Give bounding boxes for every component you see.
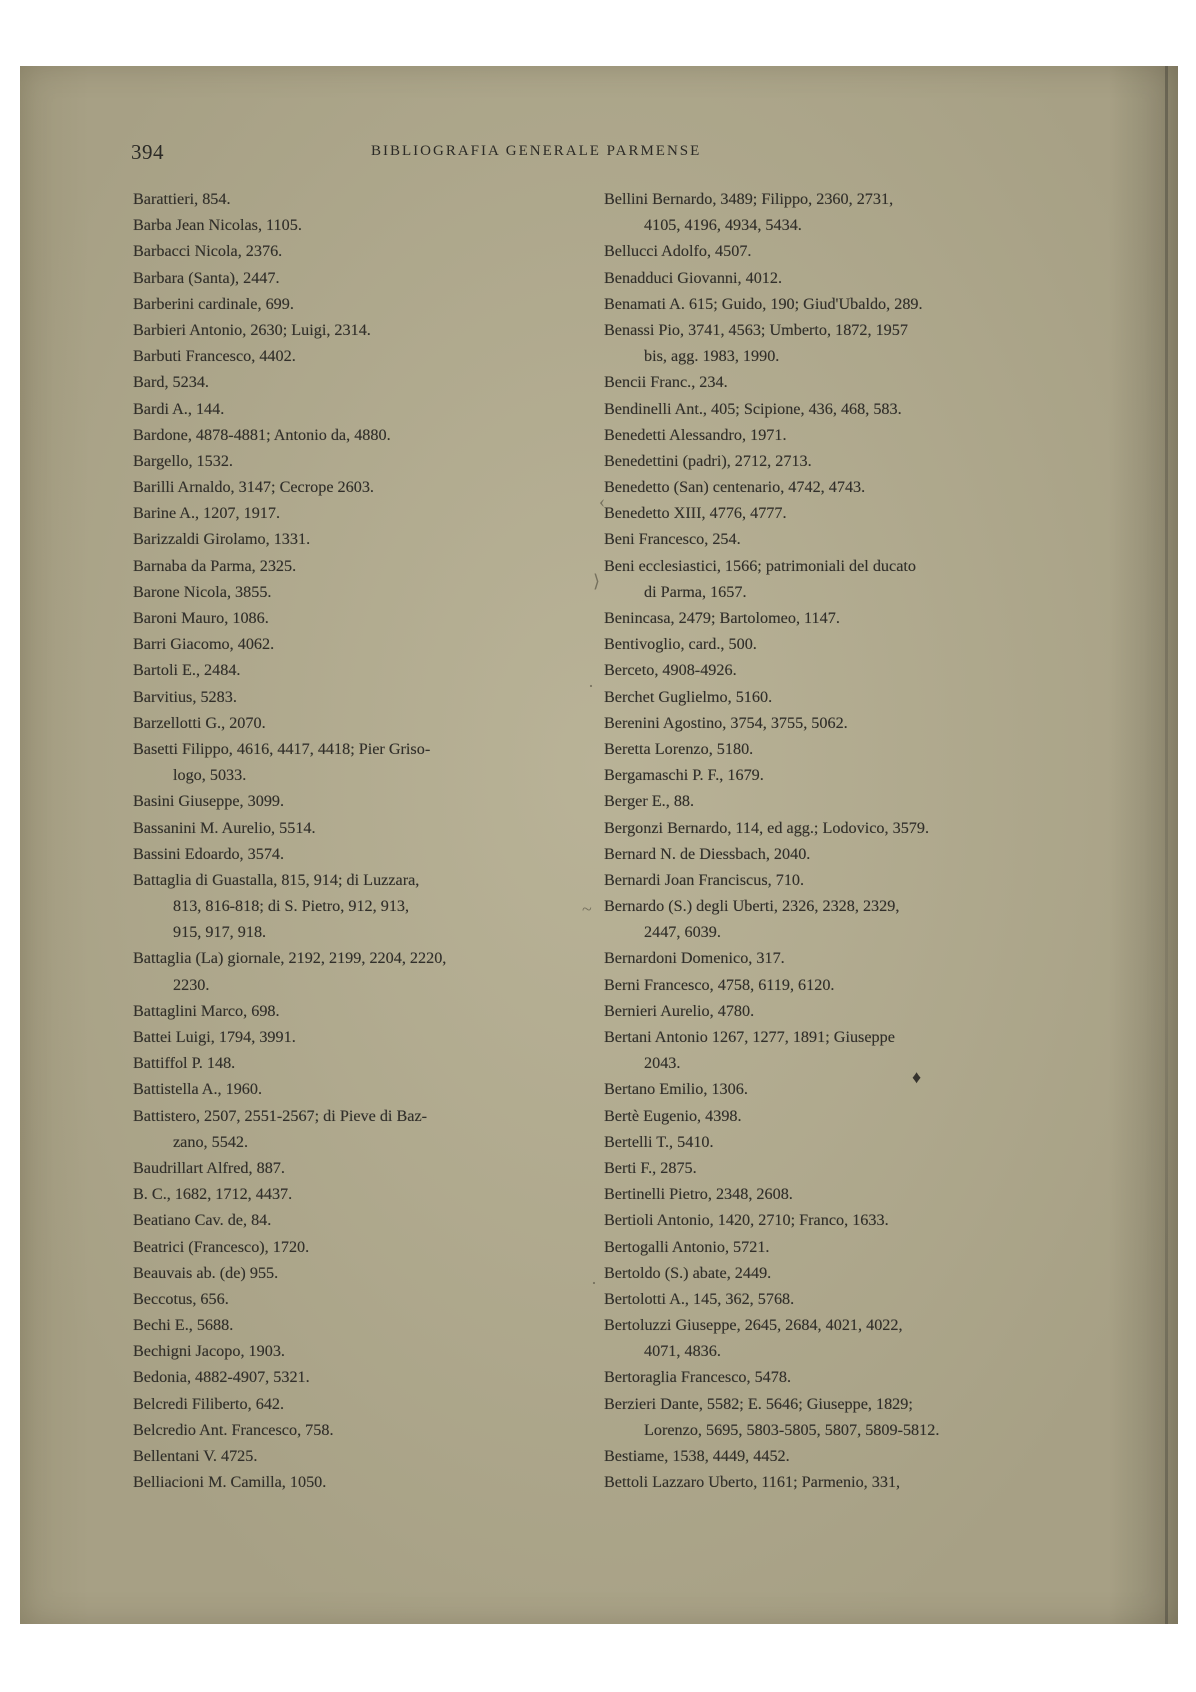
- index-entry: Bentivoglio, card., 500.: [604, 635, 757, 654]
- index-entry: Bellentani V. 4725.: [133, 1447, 258, 1465]
- margin-mark: ·: [588, 676, 594, 696]
- index-entry: Barbieri Antonio, 2630; Luigi, 2314.: [133, 320, 371, 339]
- index-entry: Benamati A. 615; Guido, 190; Giud'Ubaldo, 289.: [604, 294, 923, 313]
- index-entry: Bard, 5234.: [133, 373, 209, 392]
- index-entry: Battei Luigi, 1794, 3991.: [133, 1028, 296, 1046]
- index-entry-continuation: di Parma, 1657.: [644, 582, 747, 601]
- index-entry: Barnaba da Parma, 2325.: [133, 556, 297, 575]
- index-entry: Barba Jean Nicolas, 1105.: [133, 216, 302, 235]
- page-number: 394: [131, 140, 164, 164]
- index-entry: Barberini cardinale, 699.: [133, 294, 294, 313]
- index-entry: Beauvais ab. (de) 955.: [133, 1263, 279, 1282]
- index-entry-continuation: 2230.: [173, 975, 210, 994]
- index-entry: Benedetto (San) centenario, 4742, 4743.: [604, 478, 866, 497]
- index-entry: Battistella A., 1960.: [133, 1080, 263, 1099]
- index-entry: Benassi Pio, 3741, 4563; Umberto, 1872, 1957: [604, 320, 908, 339]
- index-entry: Barone Nicola, 3855.: [133, 582, 272, 601]
- index-entry: Berchet Guglielmo, 5160.: [604, 687, 773, 706]
- index-entry: Bertoluzzi Giuseppe, 2645, 2684, 4021, 4022,: [604, 1316, 903, 1335]
- index-entry: Bertoraglia Francesco, 5478.: [604, 1368, 791, 1387]
- index-entry: Bellini Bernardo, 3489; Filippo, 2360, 2731,: [604, 190, 894, 208]
- index-entry: Bertano Emilio, 1306.: [604, 1080, 748, 1099]
- margin-mark: ·: [591, 1273, 597, 1293]
- index-entry: Berti F., 2875.: [604, 1158, 697, 1177]
- index-entry-continuation: 4105, 4196, 4934, 5434.: [644, 216, 802, 235]
- page-edge-shadow: [1165, 66, 1168, 1624]
- index-entry: Bernieri Aurelio, 4780.: [604, 1001, 755, 1020]
- index-entry: Bernardoni Domenico, 317.: [604, 949, 785, 968]
- index-entry: Basetti Filippo, 4616, 4417, 4418; Pier Griso-: [133, 739, 431, 758]
- index-entry: Benedetti Alessandro, 1971.: [604, 425, 787, 444]
- index-entry: Bernard N. de Diessbach, 2040.: [604, 844, 811, 863]
- index-entry: Battiffol P. 148.: [133, 1054, 236, 1073]
- index-entry: Barbuti Francesco, 4402.: [133, 347, 296, 366]
- index-entry: Bettoli Lazzaro Uberto, 1161; Parmenio, 331,: [604, 1473, 901, 1492]
- index-entry: Belcredi Filiberto, 642.: [133, 1394, 285, 1413]
- index-entry-continuation: 2447, 6039.: [644, 923, 721, 942]
- index-entry-continuation: logo, 5033.: [173, 766, 247, 785]
- index-entry: Beretta Lorenzo, 5180.: [604, 739, 754, 758]
- index-entry: Bendinelli Ant., 405; Scipione, 436, 468, 583.: [604, 399, 902, 418]
- index-entry: Berni Francesco, 4758, 6119, 6120.: [604, 975, 835, 994]
- index-entry: Bencii Franc., 234.: [604, 373, 728, 392]
- index-entry: Battaglini Marco, 698.: [133, 1001, 280, 1020]
- index-entry: Bassanini M. Aurelio, 5514.: [133, 818, 316, 837]
- index-entry: Beni ecclesiastici, 1566; patrimoniali del ducato: [604, 556, 916, 575]
- index-entry: Benincasa, 2479; Bartolomeo, 1147.: [604, 609, 840, 627]
- index-entry: Bechi E., 5688.: [133, 1316, 234, 1335]
- index-entry: Beccotus, 656.: [133, 1289, 229, 1308]
- index-entry: Baudrillart Alfred, 887.: [133, 1158, 285, 1177]
- index-entry: Bertioli Antonio, 1420, 2710; Franco, 1633.: [604, 1211, 889, 1230]
- index-entry: Bassini Edoardo, 3574.: [133, 844, 285, 863]
- index-entry: Beatiano Cav. de, 84.: [133, 1211, 272, 1230]
- index-entry: Bertogalli Antonio, 5721.: [604, 1237, 770, 1256]
- index-entry: Baroni Mauro, 1086.: [133, 609, 269, 627]
- margin-mark: ‹: [599, 491, 605, 511]
- index-entry: Bechigni Jacopo, 1903.: [133, 1342, 285, 1361]
- index-entry: Bertoldo (S.) abate, 2449.: [604, 1263, 772, 1282]
- index-entry: Beatrici (Francesco), 1720.: [133, 1237, 310, 1256]
- index-entry: Battistero, 2507, 2551-2567; di Pieve di Baz-: [133, 1106, 428, 1125]
- index-entry: Bergonzi Bernardo, 114, ed agg.; Lodovico, 3579.: [604, 818, 930, 837]
- index-entry: Berenini Agostino, 3754, 3755, 5062.: [604, 713, 848, 732]
- index-column-right: [604, 186, 1062, 1495]
- index-entry: Barine A., 1207, 1917.: [133, 504, 281, 523]
- index-entry: Bernardi Joan Franciscus, 710.: [604, 870, 805, 889]
- index-entry: Bertelli T., 5410.: [604, 1132, 714, 1151]
- index-entry: Bertinelli Pietro, 2348, 2608.: [604, 1185, 793, 1204]
- index-entry-continuation: zano, 5542.: [173, 1132, 249, 1151]
- index-entry-continuation: 813, 816-818; di S. Pietro, 912, 913,: [173, 897, 410, 916]
- index-entry: Bellucci Adolfo, 4507.: [604, 242, 752, 261]
- index-entry: Bartoli E., 2484.: [133, 661, 241, 680]
- index-entry: Barilli Arnaldo, 3147; Cecrope 2603.: [133, 478, 374, 497]
- index-entry: Barvitius, 5283.: [133, 687, 237, 706]
- margin-mark: ~: [582, 899, 592, 919]
- index-entry-continuation: Lorenzo, 5695, 5803-5805, 5807, 5809-5812.: [644, 1420, 940, 1439]
- index-entry: Bardi A., 144.: [133, 399, 225, 418]
- index-entry: Battaglia di Guastalla, 815, 914; di Luzzara,: [133, 870, 420, 889]
- margin-mark: ⟩: [593, 571, 601, 591]
- index-entry: Benadduci Giovanni, 4012.: [604, 268, 783, 287]
- index-entry-continuation: 4071, 4836.: [644, 1342, 721, 1361]
- index-entry: Barbacci Nicola, 2376.: [133, 242, 283, 261]
- index-entry: B. C., 1682, 1712, 4437.: [133, 1185, 293, 1204]
- index-entry: Bertani Antonio 1267, 1277, 1891; Giuseppe: [604, 1028, 895, 1046]
- index-entry: Battaglia (La) giornale, 2192, 2199, 2204, 2220,: [133, 949, 447, 968]
- index-entry: Bertè Eugenio, 4398.: [604, 1106, 742, 1125]
- index-entry: Barattieri, 854.: [133, 190, 231, 208]
- index-entry: Basini Giuseppe, 3099.: [133, 792, 285, 811]
- index-entry: Barizzaldi Girolamo, 1331.: [133, 530, 311, 549]
- index-entry-continuation: 915, 917, 918.: [173, 923, 267, 942]
- index-entry: Barri Giacomo, 4062.: [133, 635, 275, 654]
- page-header: [131, 140, 971, 168]
- index-entry: Benedetto XIII, 4776, 4777.: [604, 504, 787, 523]
- index-entry: Beni Francesco, 254.: [604, 530, 741, 549]
- index-entry-continuation: bis, agg. 1983, 1990.: [644, 347, 780, 366]
- index-entry: Bestiame, 1538, 4449, 4452.: [604, 1447, 790, 1465]
- index-entry: Barbara (Santa), 2447.: [133, 268, 280, 287]
- index-entry-continuation: 2043.: [644, 1054, 681, 1073]
- index-entry: Barzellotti G., 2070.: [133, 713, 266, 732]
- index-entry: Belliacioni M. Camilla, 1050.: [133, 1473, 327, 1492]
- index-entry: Belcredio Ant. Francesco, 758.: [133, 1420, 334, 1439]
- index-entry: Bergamaschi P. F., 1679.: [604, 766, 764, 785]
- index-entry: Bardone, 4878-4881; Antonio da, 4880.: [133, 425, 391, 444]
- index-column-left: [133, 186, 589, 1495]
- index-entry: Berger E., 88.: [604, 792, 695, 811]
- index-entry: Bargello, 1532.: [133, 451, 233, 470]
- index-entry: Bernardo (S.) degli Uberti, 2326, 2328, 2329,: [604, 897, 900, 916]
- index-entry: Benedettini (padri), 2712, 2713.: [604, 451, 812, 470]
- ink-blot-mark: ♦: [912, 1067, 922, 1087]
- index-entry: Bedonia, 4882-4907, 5321.: [133, 1368, 310, 1387]
- index-entry: Bertolotti A., 145, 362, 5768.: [604, 1289, 795, 1308]
- running-title: BIBLIOGRAFIA GENERALE PARMENSE: [371, 143, 702, 159]
- index-entry: Berzieri Dante, 5582; E. 5646; Giuseppe, 1829;: [604, 1394, 913, 1413]
- index-entry: Berceto, 4908-4926.: [604, 661, 737, 680]
